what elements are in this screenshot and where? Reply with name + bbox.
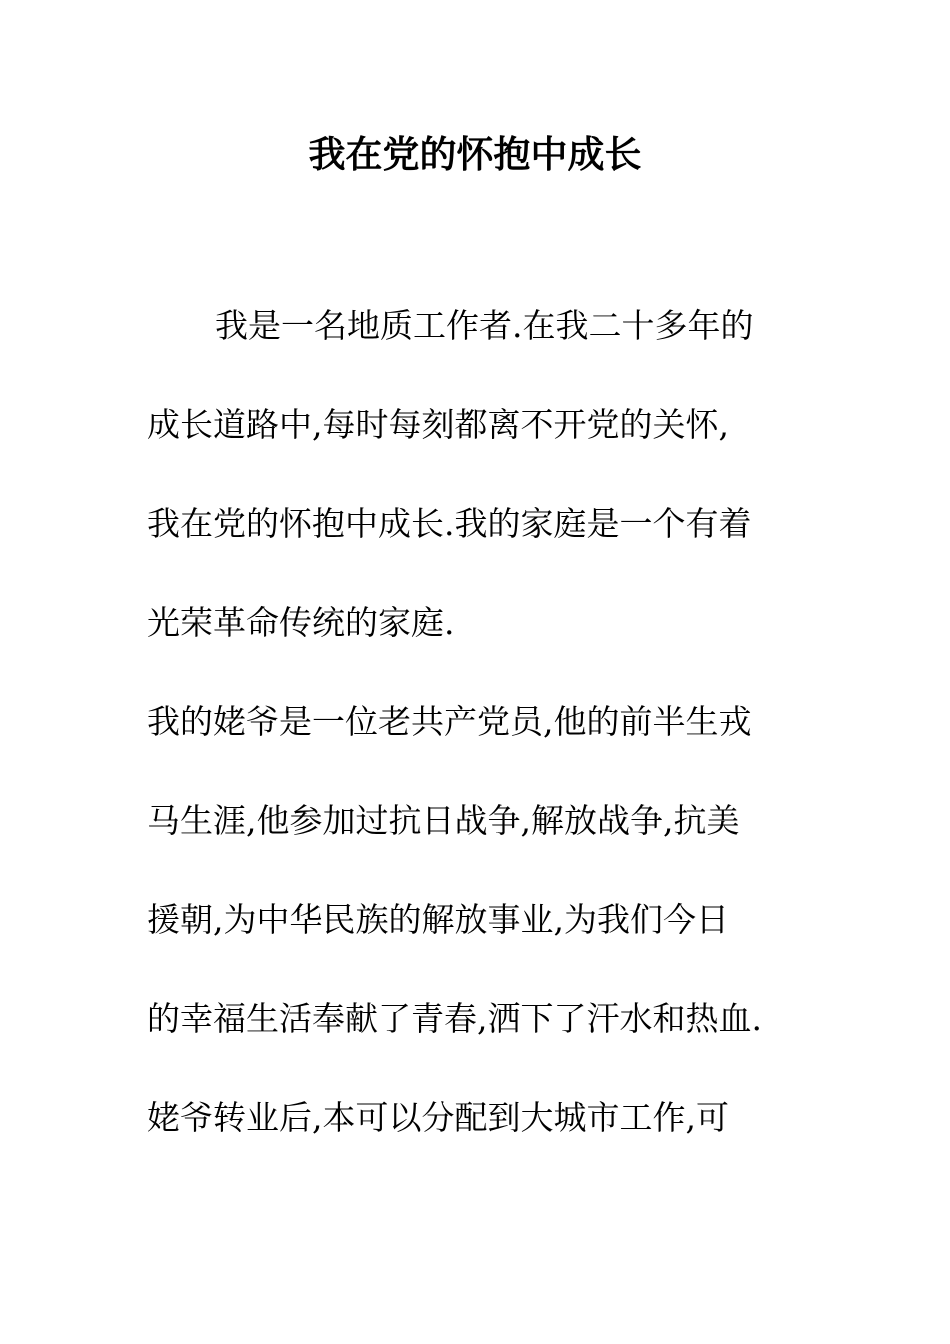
text-line: 成长道路中,每时每刻都离不开党的关怀,	[147, 405, 729, 444]
document-title: 我在党的怀抱中成长	[308, 132, 642, 176]
document-body	[147, 302, 847, 1193]
text-line: 我是一名地质工作者.在我二十多年的	[215, 306, 754, 345]
text-line: 姥爷转业后,本可以分配到大城市工作,可	[147, 1098, 729, 1137]
text-line: 的幸福生活奉献了青春,洒下了汗水和热血.	[147, 999, 762, 1038]
text-line: 援朝,为中华民族的解放事业,为我们今日	[147, 900, 729, 939]
text-line: 我在党的怀抱中成长.我的家庭是一个有着	[147, 504, 752, 543]
text-line: 光荣革命传统的家庭.	[147, 603, 455, 642]
text-line: 我的姥爷是一位老共产党员,他的前半生戎	[147, 702, 752, 741]
text-line: 马生涯,他参加过抗日战争,解放战争,抗美	[147, 801, 740, 840]
